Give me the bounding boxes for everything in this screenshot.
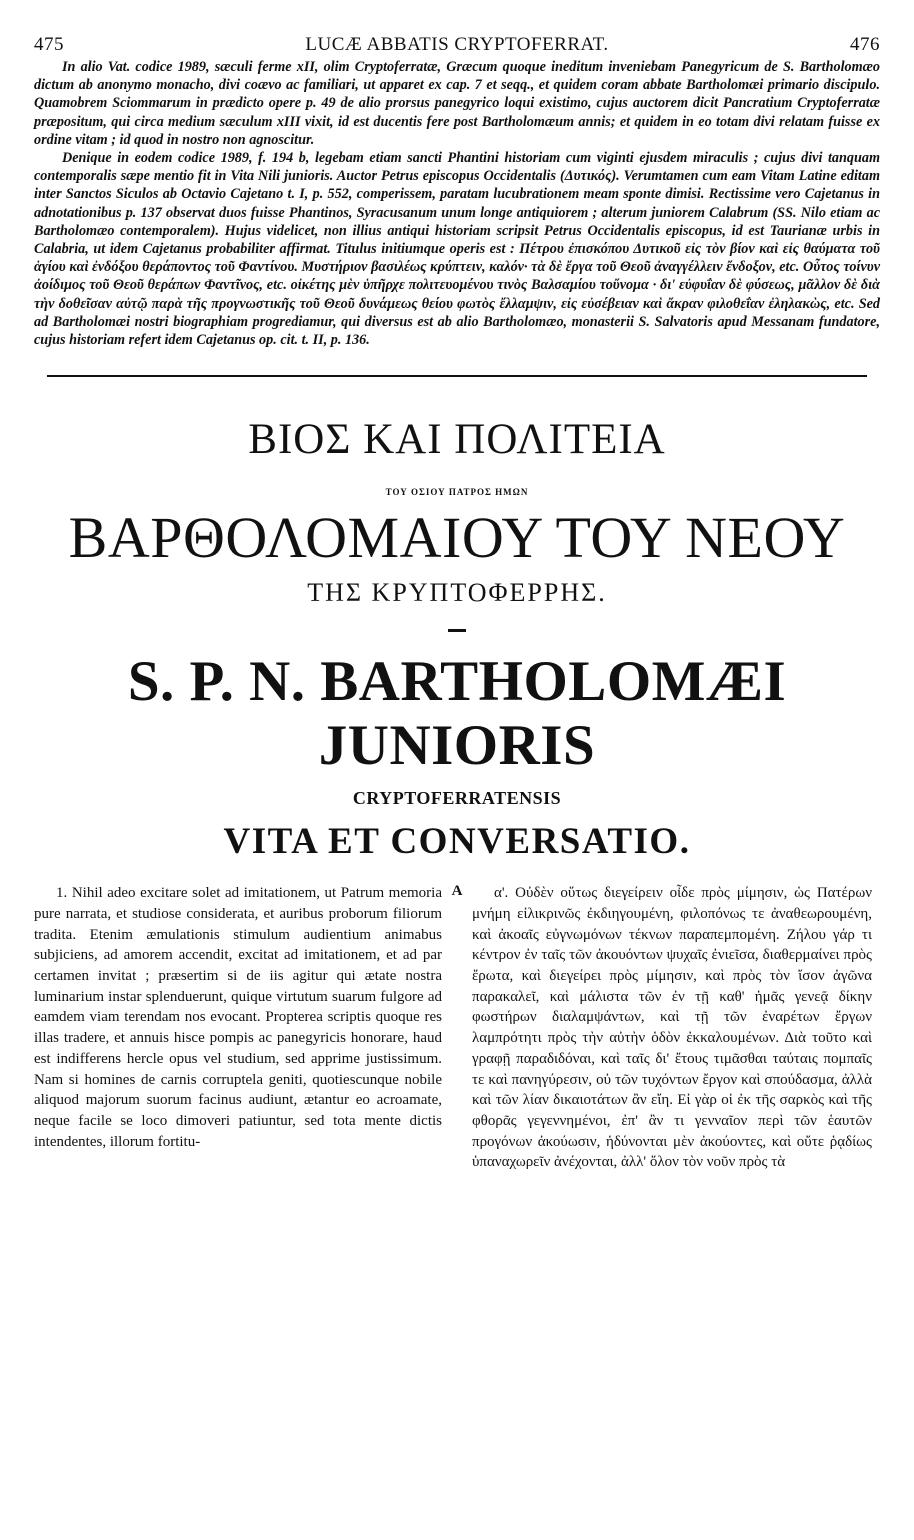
running-title: LUCÆ ABBATIS CRYPTOFERRAT. xyxy=(305,34,609,55)
footnote-paragraph: Denique in eodem codice 1989, f. 194 b, legebam etiam sancti Phantini historiam cum viginti ejusdem miraculis ; cujus divi tanquam contemporalis sæpe mentio fit in Vita Nili junioris. Auctor Petrus episcopus Occidentalis (Δυτικός). Verumtamen cum eam Vitam Latine editam inter Sanctos Siculos ab Octavio Cajetano t. I, p. 552, comperissem, paratam lucubrationem meam sponte dimisi. Rectissime vero Cajetanus in adnotationibus p. 137 observat duos fuisse Phantinos, Syracusanum unum longe antiquiorem ; alterum juniorem Calabrum (SS. Nilo etiam ac Bartholomæo contemporalem). Hujus videlicet, non illius antiqui historiam scripsit Petrus Occidentalis episcopus, id est Taurianæ urbis in Calabria, ut idem Cajetanus probabiliter affirmat. Titulus initiumque operis est : Πέτρου ἐπισκόπου Δυτικοῦ εἰς τὸν βίον καὶ εἰς θαύματα τοῦ ἁγίου καὶ ἐνδόξου θεράποντος τοῦ Φαντίνου. Μυστήριον βασιλέως κρύπτειν, καλόν· τὰ δὲ ἔργα τοῦ Θεοῦ ἀναγγέλλειν ἔνδοξον, etc. Οὗτος τοίνυν ἀοίδιμος τοῦ Θεοῦ θεράπων Φαντῖνος, etc. οἰκέτης μὲν ὑπῆρχε πολιτευομένου τινὸς Βαλσαμίου τοὔνομα · δι' εὐφυΐαν δὲ φύσεως, μᾶλλον δὲ διὰ τὴν δοθεῖσαν αὐτῷ παρὰ τῆς προγνωστικῆς τοῦ Θεοῦ δυνάμεως θείου φωτὸς ἔλλαμψιν, εἰς εὐσέβειαν καὶ ἄκραν φιλοθεΐαν ἐληλακὼς, etc. Sed ad Bartholomæi nostri biographiam progrediamur, qui diversus est ab alio Bartholomæo, monasterii S. Salvatoris apud Messanam fundatore, cujus historiam refert idem Cajetanus op. cit. t. II, p. 136. xyxy=(34,150,880,349)
greek-column xyxy=(472,883,872,1173)
body-columns xyxy=(34,883,880,1173)
column-marker: A xyxy=(451,883,463,900)
latin-subtitle: CRYPTOFERRATENSIS xyxy=(352,788,562,809)
greek-saint-name: ΒΑΡΘΟΛΟΜΑΙΟΥ ΤΟΥ ΝΕΟΥ xyxy=(68,505,846,571)
footnote-paragraph: In alio Vat. codice 1989, sæculi ferme xII, olim Cryptoferratæ, Græcum quoque ineditum inveniebam Panegyricum de S. Bartholomæo dictum ab anonymo monacho, divi coævo ac familiari, ut apparet ex cap. 7 et seqq., et quidem coram abbate Bartholomæi primario discipulo. Quamobrem Sciommarum in prædicto opere p. 49 de alio prorsus panegyrico loqui existimo, cujus auctorem dicit Pancratium Cryptoferratæ præpositum, qui circa medium sæculum xIII vixit, id est ducentis fere post Bartholomæum annis; et quidem in eo totam divi relatam fuisse ex ordine vitam ; id quod in nostro non agnoscitur. xyxy=(34,59,880,148)
title-dash xyxy=(448,629,466,632)
greek-subtitle: ΤΗΣ ΚΡΥΠΤΟΦΕΡΡΗΣ. xyxy=(307,578,607,608)
latin-title: VITA ET CONVERSATIO. xyxy=(223,821,691,863)
greek-subtitle-small: ΤΟΥ ΟΣΙΟΥ ΠΑΤΡΟΣ ΗΜΩΝ xyxy=(385,487,529,498)
greek-paragraph: α'. Οὐδὲν οὕτως διεγείρειν οἶδε πρὸς μίμησιν, ὡς Πατέρων μνήμη εἰλικρινῶς ἐκδιηγουμένη, φιλοπόνως τε ἀναθεωρουμένη, καὶ ἀκοαῖς εὐγνωμόνων τέκνων παραπεμπομένη. Ζήλου γάρ τι κέντρον ἐν ταῖς τῶν ἀκουόντων ψυχαῖς ἐνιεῖσα, διαθερμαίνει πρὸς ἔρωτα, καὶ διεγείρει πρὸς μίμησιν, καὶ πρὸς τὸν ἴσον ἀγῶνα παρακαλεῖ, καὶ μάλιστα τῶν ἐν τῇ καθ' ἡμᾶς γενεᾷ δίκην φωστήρων διαλαμψάντων, καὶ τῇ τῶν ἐναρέτων ἔργων λαμπρότητι πρὸς τὴν αὐτὴν ὁδὸν ἐκκαλουμένων. Διὰ τοῦτο καὶ γραφῇ παραδιδόναι, καὶ ταῖς δι' ἔτους τιμᾶσθαι ταύταις πομπαῖς τε καὶ πανηγύρεσιν, οὐ τῶν τυχόντων ἔργον καὶ σπούδασμα, ἀλλὰ καὶ τῶν λίαν δικαιοτάτων ἂν εἴη. Εἰ γὰρ οἱ ἐκ τῆς σαρκὸς καὶ τῆς φθορᾶς γεγεννημένοι, ἐπ' ἂν τι γενναῖον περὶ τῶν ἑαυτῶν προγόνων ἀκούωσιν, ἡδύνονται μὲν ἀκούοντες, καὶ οὔτε ῥᾳδίως ὑπαναχωρεῖν ἀνέχονται, ἀλλ' ὅλον τὸν νοῦν πρὸς τὰ xyxy=(472,885,872,1171)
page xyxy=(34,34,880,1173)
latin-paragraph: 1. Nihil adeo excitare solet ad imitationem, ut Patrum memoria pure narrata, et studiose considerata, et auribus proborum filiorum tradita. Etenim æmulationis stimulum audientium animabus subjiciens, ad amorem accendit, excitat ad imitationem, et ad par certamen invitat ; præsertim si de iis agitur qui ætate nostra luminarium instar splenduerunt, quique virtutum suarum fulgore ad eamdem viam terendam nos evocant. Propterea scriptis quoque res illas tradere, et annuis hisce pompis ac panegyricis honorare, haud est indifferens hercle opus vel studium, sed apprime justissimum. Nam si homines de carnis corruptela geniti, quotiescunque nobile aliquod majorum suorum facinus audiunt, ætantur eo acroamate, neque facile se loco dimoveri patiuntur, sed tota mente dictis intendentes, illorum fortitu- xyxy=(34,885,442,1150)
page-number-right: 476 xyxy=(850,34,880,55)
latin-column xyxy=(34,883,442,1173)
footnotes xyxy=(34,58,880,349)
latin-saint-name: S. P. N. BARTHOLOMÆI JUNIORIS xyxy=(127,650,787,778)
page-number-left: 475 xyxy=(34,34,64,55)
title-block xyxy=(34,415,880,865)
running-head xyxy=(34,34,880,58)
section-divider xyxy=(47,375,867,377)
greek-title: ΒΙΟΣ ΚΑΙ ΠΟΛΙΤΕΙΑ xyxy=(248,416,666,464)
